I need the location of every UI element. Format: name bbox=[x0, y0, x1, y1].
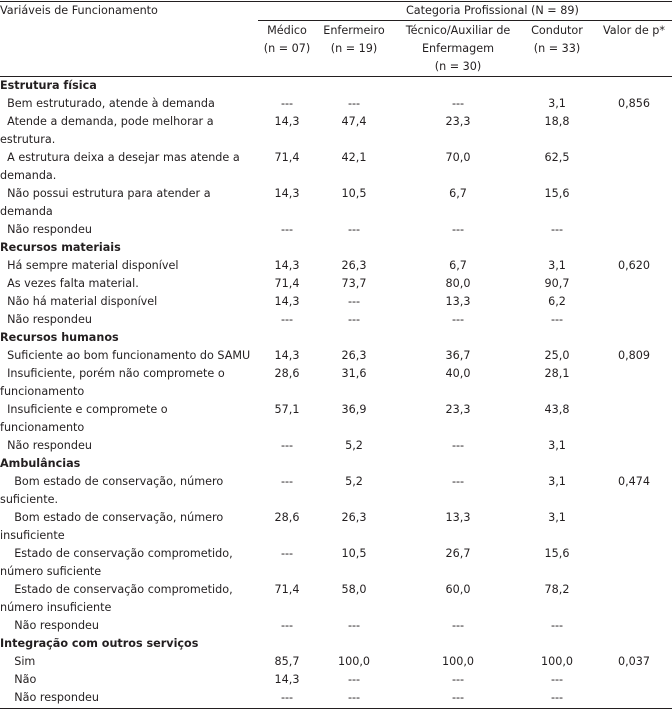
row-label: Não respondeu bbox=[0, 223, 92, 236]
row-label: Não há material disponível bbox=[0, 295, 158, 308]
row-label: Estado de conservação comprometido, bbox=[0, 583, 233, 596]
table-cell: --- bbox=[347, 295, 361, 308]
table-cell: 5,2 bbox=[345, 439, 363, 452]
table-cell: 71,4 bbox=[274, 151, 300, 164]
category-header: Categoria Profissional (N = 89) bbox=[406, 4, 579, 17]
row-label: número suficiente bbox=[0, 565, 102, 578]
p-value: 0,856 bbox=[617, 97, 651, 110]
table-cell: --- bbox=[280, 97, 294, 110]
table-cell: 5,2 bbox=[345, 475, 363, 488]
row-label: Não respondeu bbox=[0, 691, 100, 704]
table-cell: --- bbox=[347, 313, 361, 326]
table-cell: 31,6 bbox=[341, 367, 367, 380]
table-cell: 78,2 bbox=[544, 583, 570, 596]
table-cell: 6,7 bbox=[449, 259, 467, 272]
table-cell: 14,3 bbox=[274, 349, 300, 362]
row-label: Não bbox=[0, 673, 37, 686]
table-cell: 60,0 bbox=[445, 583, 471, 596]
row-label: Não possui estrutura para atender a bbox=[0, 187, 211, 200]
section-title: Ambulâncias bbox=[0, 457, 81, 470]
p-value: 0,474 bbox=[617, 475, 651, 488]
table-cell: --- bbox=[451, 691, 465, 704]
table-cell: 23,3 bbox=[445, 403, 471, 416]
table-cell: 36,7 bbox=[445, 349, 471, 362]
table-cell: 13,3 bbox=[445, 511, 471, 524]
table-cell: 10,5 bbox=[341, 547, 367, 560]
table-cell: 100,0 bbox=[441, 655, 475, 668]
p-value: 0,037 bbox=[617, 655, 651, 668]
table-cell: 6,7 bbox=[449, 187, 467, 200]
column-header: (n = 30) bbox=[434, 60, 482, 73]
table-cell: 47,4 bbox=[341, 115, 367, 128]
table-cell: --- bbox=[347, 691, 361, 704]
row-label: Há sempre material disponível bbox=[0, 259, 179, 272]
table-cell: 25,0 bbox=[544, 349, 570, 362]
table-cell: --- bbox=[347, 619, 361, 632]
table-cell: 71,4 bbox=[274, 277, 300, 290]
row-label: insuficiente bbox=[0, 529, 65, 542]
table-cell: 3,1 bbox=[548, 259, 566, 272]
table-cell: 62,5 bbox=[544, 151, 570, 164]
row-label: demanda. bbox=[0, 169, 57, 182]
row-label: estrutura. bbox=[0, 133, 56, 146]
row-label: demanda bbox=[0, 205, 53, 218]
table-cell: --- bbox=[451, 439, 465, 452]
table-cell: 71,4 bbox=[274, 583, 300, 596]
variables-header: Variáveis de Funcionamento bbox=[0, 4, 158, 17]
row-label: suficiente. bbox=[0, 493, 59, 506]
p-value: 0,809 bbox=[617, 349, 651, 362]
row-label: Suficiente ao bom funcionamento do SAMU bbox=[0, 349, 251, 362]
table-cell: 57,1 bbox=[274, 403, 300, 416]
table-cell: 15,6 bbox=[544, 187, 570, 200]
row-label: Bom estado de conservação, número bbox=[0, 475, 224, 488]
row-label: Insuficiente e compromete o bbox=[0, 403, 168, 416]
table-cell: 23,3 bbox=[445, 115, 471, 128]
table-cell: --- bbox=[550, 619, 564, 632]
p-value: 0,620 bbox=[617, 259, 651, 272]
bottom-rule bbox=[0, 708, 672, 709]
table-cell: 42,1 bbox=[341, 151, 367, 164]
table-cell: 14,3 bbox=[274, 187, 300, 200]
table-cell: 26,3 bbox=[341, 259, 367, 272]
table-cell: 85,7 bbox=[274, 655, 300, 668]
table-cell: 14,3 bbox=[274, 295, 300, 308]
column-header: Condutor bbox=[531, 24, 583, 37]
table-cell: 28,6 bbox=[274, 367, 300, 380]
row-label: funcionamento bbox=[0, 385, 85, 398]
table-cell: 3,1 bbox=[548, 475, 566, 488]
row-label: funcionamento bbox=[0, 421, 85, 434]
column-header: Enfermagem bbox=[421, 42, 495, 55]
table-cell: 90,7 bbox=[544, 277, 570, 290]
table-cell: --- bbox=[451, 619, 465, 632]
table-cell: 80,0 bbox=[445, 277, 471, 290]
table-cell: --- bbox=[451, 97, 465, 110]
column-header: (n = 19) bbox=[330, 42, 378, 55]
category-underline bbox=[258, 20, 672, 21]
table-cell: --- bbox=[280, 691, 294, 704]
table-cell: 3,1 bbox=[548, 511, 566, 524]
column-header: Valor de p* bbox=[603, 24, 665, 37]
table-cell: 3,1 bbox=[548, 439, 566, 452]
table-cell: --- bbox=[347, 97, 361, 110]
table-cell: 3,1 bbox=[548, 97, 566, 110]
row-label: A estrutura deixa a desejar mas atende a bbox=[0, 151, 240, 164]
table-cell: 100,0 bbox=[337, 655, 371, 668]
row-label: Bom estado de conservação, número bbox=[0, 511, 224, 524]
row-label: Estado de conservação comprometido, bbox=[0, 547, 233, 560]
column-header: Médico bbox=[267, 24, 307, 37]
column-header: Enfermeiro bbox=[323, 24, 385, 37]
table-cell: 15,6 bbox=[544, 547, 570, 560]
table-cell: 43,8 bbox=[544, 403, 570, 416]
row-label: Sim bbox=[0, 655, 36, 668]
table-cell: 18,8 bbox=[544, 115, 570, 128]
table-cell: 14,3 bbox=[274, 115, 300, 128]
table-cell: --- bbox=[451, 475, 465, 488]
row-label: Não respondeu bbox=[0, 439, 92, 452]
row-label: Atende a demanda, pode melhorar a bbox=[0, 115, 214, 128]
table-cell: 26,3 bbox=[341, 511, 367, 524]
table-cell: --- bbox=[550, 223, 564, 236]
table-cell: --- bbox=[280, 475, 294, 488]
table-cell: --- bbox=[347, 673, 361, 686]
table-cell: --- bbox=[451, 313, 465, 326]
table-cell: --- bbox=[280, 439, 294, 452]
row-label: Bem estruturado, atende à demanda bbox=[0, 97, 215, 110]
table-cell: --- bbox=[451, 223, 465, 236]
table-cell: 28,6 bbox=[274, 511, 300, 524]
table-cell: 100,0 bbox=[540, 655, 574, 668]
table-cell: 10,5 bbox=[341, 187, 367, 200]
table-cell: --- bbox=[347, 223, 361, 236]
row-label: As vezes falta material. bbox=[0, 277, 139, 290]
table-cell: 13,3 bbox=[445, 295, 471, 308]
row-label: Não respondeu bbox=[0, 619, 100, 632]
section-title: Estrutura física bbox=[0, 79, 97, 92]
table-cell: --- bbox=[280, 547, 294, 560]
column-header: Técnico/Auxiliar de bbox=[405, 24, 511, 37]
table-cell: 70,0 bbox=[445, 151, 471, 164]
column-header: (n = 33) bbox=[533, 42, 581, 55]
table-cell: 73,7 bbox=[341, 277, 367, 290]
table-cell: 28,1 bbox=[544, 367, 570, 380]
table-cell: --- bbox=[550, 691, 564, 704]
table-cell: 36,9 bbox=[341, 403, 367, 416]
section-title: Recursos materiais bbox=[0, 241, 121, 254]
table-cell: --- bbox=[451, 673, 465, 686]
table-cell: 58,0 bbox=[341, 583, 367, 596]
table-cell: 14,3 bbox=[274, 673, 300, 686]
section-title: Recursos humanos bbox=[0, 331, 119, 344]
table-cell: --- bbox=[280, 223, 294, 236]
table-cell: 26,7 bbox=[445, 547, 471, 560]
table-cell: 6,2 bbox=[548, 295, 566, 308]
table-cell: --- bbox=[280, 619, 294, 632]
table-cell: 14,3 bbox=[274, 259, 300, 272]
row-label: Insuficiente, porém não compromete o bbox=[0, 367, 225, 380]
table-cell: 40,0 bbox=[445, 367, 471, 380]
table-cell: --- bbox=[550, 313, 564, 326]
row-label: Não respondeu bbox=[0, 313, 92, 326]
table-cell: --- bbox=[280, 313, 294, 326]
table-cell: --- bbox=[550, 673, 564, 686]
section-title: Integração com outros serviços bbox=[0, 637, 199, 650]
row-label: número insuficiente bbox=[0, 601, 112, 614]
column-header: (n = 07) bbox=[263, 42, 311, 55]
table-cell: 26,3 bbox=[341, 349, 367, 362]
